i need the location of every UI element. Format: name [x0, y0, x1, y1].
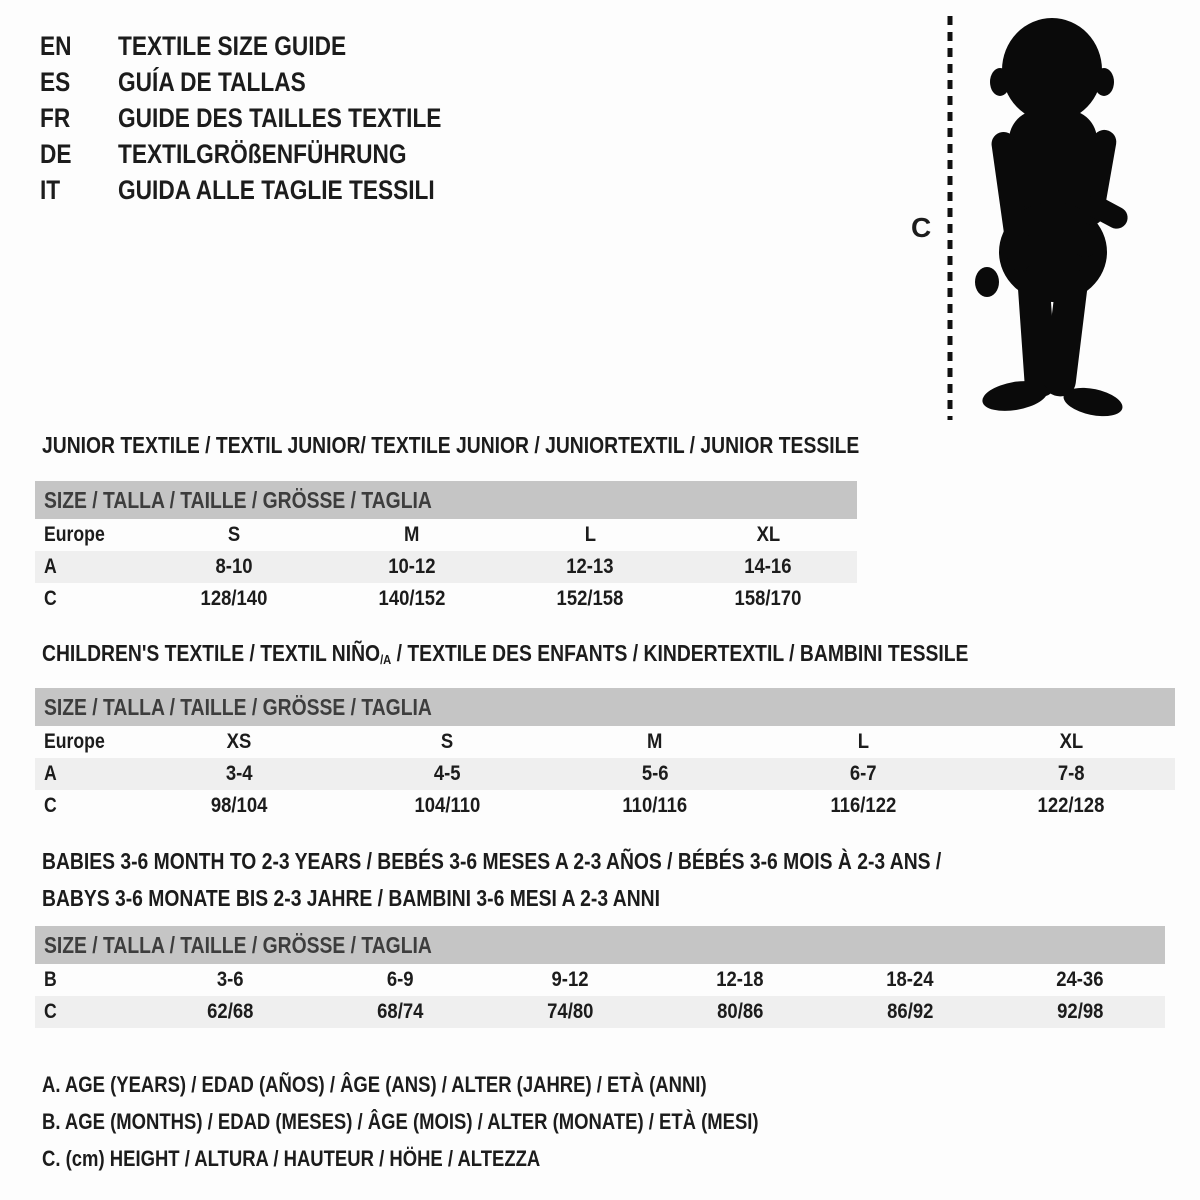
age-cell: 6-9 [386, 968, 414, 991]
size-header-bar: SIZE / TALLA / TAILLE / GRÖSSE / TAGLIA [35, 688, 1175, 726]
language-row [40, 136, 503, 172]
legend-line-c: C. (cm) HEIGHT / ALTURA / HAUTEUR / HÖHE / ALTEZZA [42, 1146, 541, 1171]
table-row [35, 519, 857, 551]
language-code: IT [40, 174, 61, 205]
height-cell: 128/140 [200, 587, 268, 610]
language-title: GUIDE DES TAILLES TEXTILE [118, 102, 442, 133]
size-header-bar: SIZE / TALLA / TAILLE / GRÖSSE / TAGLIA [35, 481, 857, 519]
height-cell: 98/104 [210, 794, 268, 817]
size-cell: XS [226, 730, 252, 753]
height-label-c: C [911, 212, 932, 243]
nino-a-subscript: /A [380, 651, 392, 667]
table-row [35, 583, 857, 615]
row-label-cell: Europe [44, 523, 105, 546]
height-cell: 158/170 [734, 587, 802, 610]
height-cell: 80/86 [716, 1000, 764, 1023]
age-cell: 5-6 [641, 762, 669, 785]
age-cell: 8-10 [215, 555, 253, 578]
row-label-cell: A [44, 762, 57, 785]
height-cell: 86/92 [886, 1000, 934, 1023]
table-row [35, 726, 1175, 758]
junior-section-heading: JUNIOR TEXTILE / TEXTIL JUNIOR/ TEXTILE JUNIOR / JUNIORTEXTIL / JUNIOR TESSILE [42, 432, 860, 458]
size-cell: XL [1059, 730, 1083, 753]
size-cell: L [857, 730, 869, 753]
size-cell: S [440, 730, 454, 753]
height-cell: 122/128 [1037, 794, 1105, 817]
height-cell: 116/122 [830, 794, 896, 817]
height-cell: 152/158 [556, 587, 624, 610]
language-code: FR [40, 102, 71, 133]
table-row [35, 758, 1175, 790]
size-cell: S [227, 523, 241, 546]
height-figure [905, 12, 1185, 427]
language-row [40, 64, 503, 100]
row-label-cell: C [44, 587, 57, 610]
table-row [35, 790, 1175, 822]
row-label-cell: B [44, 968, 57, 991]
size-cell: M [404, 523, 420, 546]
table-row [35, 551, 857, 583]
height-cell: 68/74 [376, 1000, 424, 1023]
legend-line-a: A. AGE (YEARS) / EDAD (AÑOS) / ÂGE (ANS) / ALTER (JAHRE) / ETÀ (ANNI) [42, 1072, 707, 1097]
language-title: TEXTILGRÖßENFÜHRUNG [118, 138, 407, 169]
size-cell: XL [756, 523, 780, 546]
language-title: GUIDA ALLE TAGLIE TESSILI [118, 174, 435, 205]
language-code: EN [40, 30, 72, 61]
language-row [40, 172, 503, 208]
age-cell: 6-7 [849, 762, 877, 785]
legend-line-b: B. AGE (MONTHS) / EDAD (MESES) / ÂGE (MOIS) / ALTER (MONATE) / ETÀ (MESI) [42, 1109, 759, 1134]
age-cell: 4-5 [433, 762, 461, 785]
height-cell: 74/80 [546, 1000, 594, 1023]
height-cell: 62/68 [206, 1000, 254, 1023]
junior-size-table [35, 481, 857, 615]
height-cell: 140/152 [378, 587, 446, 610]
row-label-cell: A [44, 555, 57, 578]
table-row [35, 964, 1165, 996]
height-cell: 92/98 [1056, 1000, 1104, 1023]
height-dashed-line [947, 16, 955, 420]
table-row [35, 996, 1165, 1028]
age-cell: 18-24 [886, 968, 934, 991]
language-code: ES [40, 66, 71, 97]
children-size-table [35, 688, 1175, 822]
language-row [40, 28, 503, 64]
children-section-heading: CHILDREN'S TEXTILE / TEXTIL NIÑO/A / TEXTILE DES ENFANTS / KINDERTEXTIL / BAMBINI TESSILE [42, 640, 969, 667]
size-cell: M [647, 730, 663, 753]
language-row [40, 100, 503, 136]
age-cell: 10-12 [388, 555, 436, 578]
language-title: TEXTILE SIZE GUIDE [118, 30, 347, 61]
size-cell: L [584, 523, 596, 546]
height-cell: 110/116 [622, 794, 688, 817]
size-header-bar: SIZE / TALLA / TAILLE / GRÖSSE / TAGLIA [35, 926, 1165, 964]
babies-section-heading: BABIES 3-6 MONTH TO 2-3 YEARS / BEBÉS 3-6 MESES A 2-3 AÑOS / BÉBÉS 3-6 MOIS À 2-3 ANS / BABYS 3-6 MONATE BIS 2-3 JAHRE / BAMBINI 3-6 MESI A 2-3 ANNI [42, 848, 942, 911]
row-label-cell: Europe [44, 730, 105, 753]
baby-silhouette-icon [963, 14, 1148, 422]
age-cell: 3-6 [216, 968, 244, 991]
age-cell: 14-16 [744, 555, 792, 578]
height-cell: 104/110 [414, 794, 480, 817]
age-cell: 12-18 [716, 968, 764, 991]
age-cell: 7-8 [1057, 762, 1085, 785]
language-code: DE [40, 138, 72, 169]
row-label-cell: C [44, 794, 57, 817]
age-cell: 3-4 [225, 762, 253, 785]
babies-size-table [35, 926, 1165, 1028]
language-title: GUÍA DE TALLAS [118, 66, 306, 97]
age-cell: 12-13 [566, 555, 614, 578]
row-label-cell: C [44, 1000, 57, 1023]
measurement-legend [42, 1066, 895, 1177]
age-cell: 24-36 [1056, 968, 1104, 991]
age-cell: 9-12 [551, 968, 589, 991]
language-title-block [40, 28, 503, 208]
